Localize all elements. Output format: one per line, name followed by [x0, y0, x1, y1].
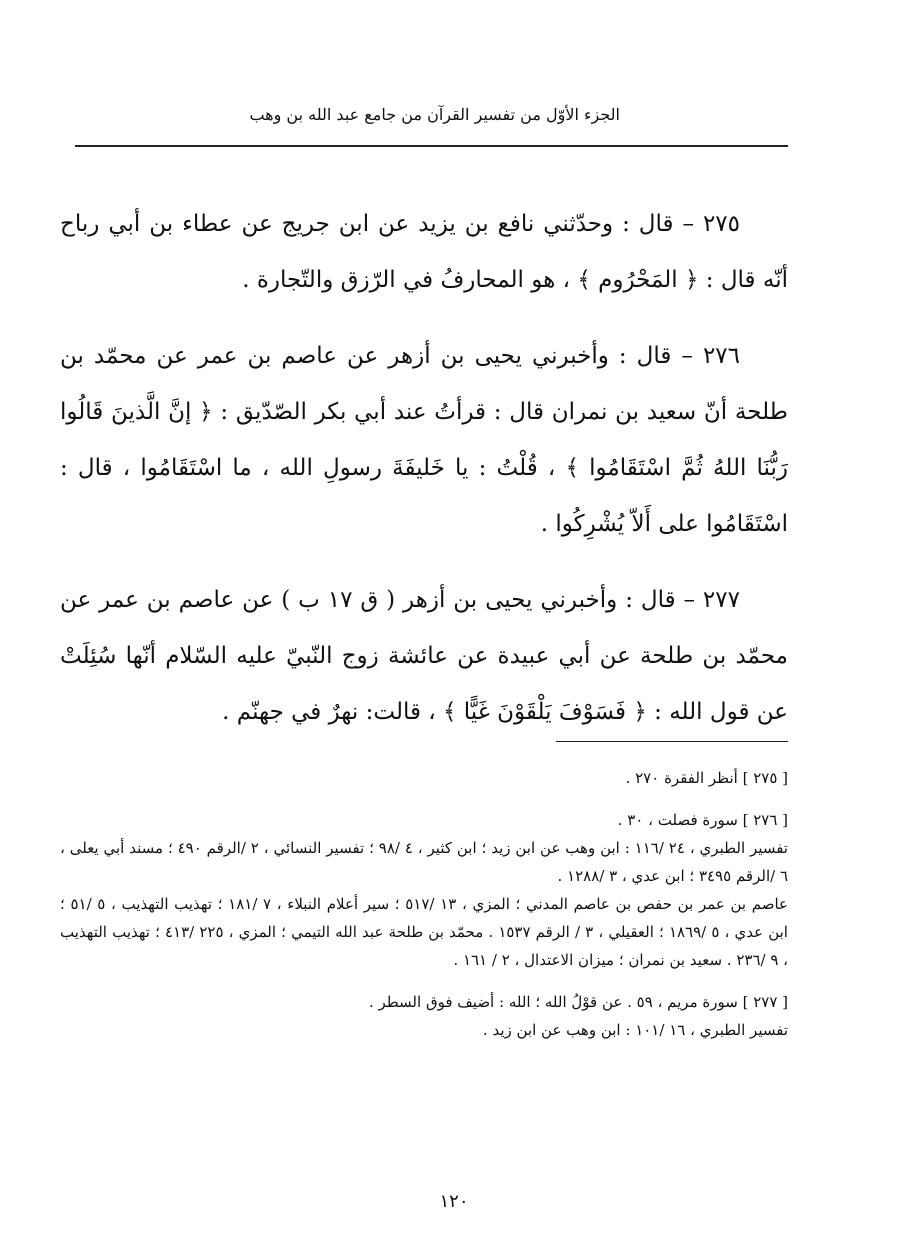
footnote-277-sources: تفسير الطبري ، ١٦ /١٠١ : ابن وهب عن ابن زيد . — [482, 1021, 788, 1039]
paragraph-277: ٢٧٧ – قال : وأخبرني يحيى بن أزهر ( ق ١٧ ب ) عن عاصم بن عمر عن محمّد بن طلحة عن أبي عبيدة عن عائشة زوج النّبيّ عليه السّلام أنّها سُئِلَتْ عن قول الله : ﴿ فَسَوْفَ يَلْقَوْنَ غَيًّا ﴾ ، قالت: نهرٌ في جهنّم . — [60, 587, 788, 725]
footnote-276-narrators: عاصم بن عمر بن حفص بن عاصم المدني ؛ المزي ، ١٣ /٥١٧ ؛ سير أعلام النبلاء ، ٧ /١٨١ ؛ تهذيب التهذيب ، ٥ /٥١ ؛ ابن عدي ، ٥ /١٨٦٩ ؛ العقيلي ، ٣ / الرقم ١٥٣٧ . محمّد بن طلحة عبد الله التيمي ؛ المزي ، ٢٢٥ /٤١٣ ؛ تهذيب التهذيب ، ٩ /٢٣٦ . سعيد بن نمران ؛ ميزان الاعتدال ، ٢ / ١٦١ . — [60, 895, 789, 969]
footnote-276-sources: تفسير الطبري ، ٢٤ /١١٦ : ابن وهب عن ابن زيد ؛ ابن كثير ، ٤ /٩٨ ؛ تفسير النسائي ، ٢ /الرقم ٤٩٠ ؛ مسند أبي يعلى ، ٦ /الرقم ٣٤٩٥ ؛ ابن عدي ، ٣ /١٢٨٨ . — [60, 839, 788, 885]
paragraph-276: ٢٧٦ – قال : وأخبرني يحيى بن أزهر عن عاصم بن عمر عن محمّد بن طلحة أنّ سعيد بن نمران قال : قرأتُ عند أبي بكر الصّدّيق : ﴿ إنَّ الَّذينَ قَالُوا رَبُّنَا اللهُ ثُمَّ اسْتَقَامُوا ﴾ ، قُلْتُ : يا خَليفَةَ رسولِ الله ، ما اسْتَقَامُوا ، قال : اسْتَقَامُوا على أَلاّ يُشْرِكُوا . — [60, 343, 788, 537]
running-header: الجزء الأوّل من تفسير القرآن من جامع عبد الله بن وهب — [249, 105, 620, 124]
footnote-277-quran-ref: [ ٢٧٧ ] سورة مريم ، ٥٩ . عن قوْلُ الله ؛ الله : أضيف فوق السطر . — [368, 993, 788, 1011]
header-divider — [75, 145, 788, 147]
footnote-divider — [556, 741, 788, 742]
main-text — [60, 196, 788, 740]
page-number: ١٢٠ — [439, 1191, 469, 1212]
paragraph-275: ٢٧٥ – قال : وحدّثني نافع بن يزيد عن ابن جريج عن عطاء بن أبي رباح أنّه قال : ﴿ المَحْرُوم ﴾ ، هو المحارفُ في الرّزق والتّجارة . — [60, 211, 788, 293]
footnote-275: [ ٢٧٥ ] أنظر الفقرة ٢٧٠ . — [625, 769, 788, 787]
footnote-276-quran-ref: [ ٢٧٦ ] سورة فصلت ، ٣٠ . — [617, 811, 788, 829]
footnotes — [60, 764, 788, 1044]
